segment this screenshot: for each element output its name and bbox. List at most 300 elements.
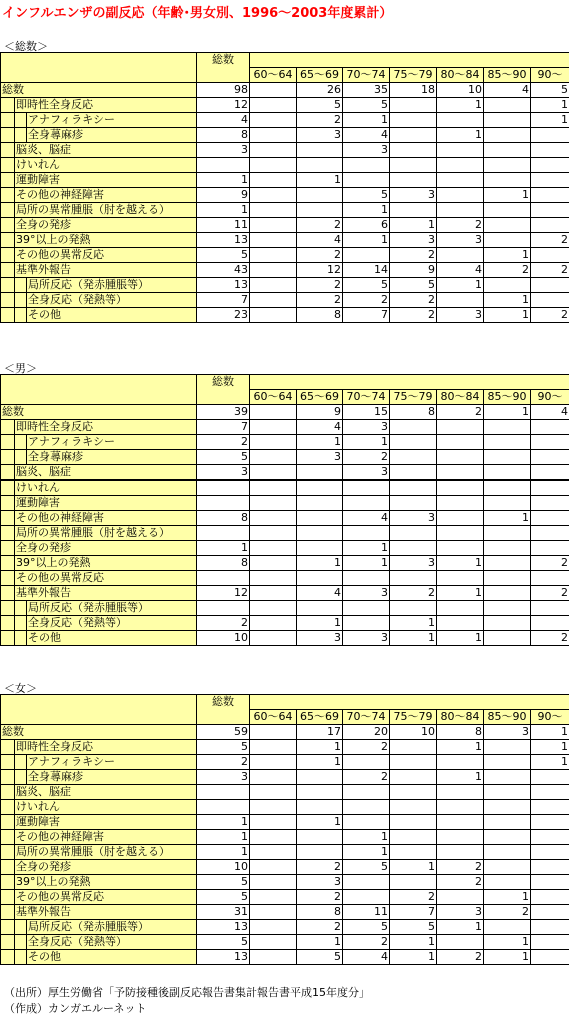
value-cell [250,616,297,631]
value-cell [484,740,531,755]
value-cell [531,158,569,173]
value-cell [390,845,437,860]
age-header-cell: 60～64 [250,710,297,725]
indent-cell [1,785,15,800]
indent-cell [1,218,15,233]
value-cell [531,950,569,965]
row-label: 39°以上の発熱 [15,233,197,248]
value-cell: 2 [343,450,390,465]
value-cell: 9 [390,263,437,278]
age-header-cell: 70～74 [343,390,390,405]
value-cell: 2 [484,905,531,920]
indent-cell [15,435,27,450]
value-cell [390,875,437,890]
value-cell [531,435,569,450]
value-cell: 1 [197,815,250,830]
value-cell [250,173,297,188]
indent-cell [1,631,15,646]
indent-cell [1,740,15,755]
value-cell [297,571,343,586]
indent-cell [15,920,27,935]
value-cell [390,740,437,755]
row-label: 全身蕁麻疹 [27,128,197,143]
header-row [1,53,569,68]
value-cell [250,465,297,481]
row-label: その他の異常反応 [15,890,197,905]
table-row [1,725,569,740]
value-cell [343,158,390,173]
value-cell [437,188,484,203]
value-cell: 1 [390,218,437,233]
value-cell [297,830,343,845]
indent-cell [1,128,15,143]
value-cell [531,815,569,830]
value-cell [437,511,484,526]
value-cell [343,173,390,188]
age-header-cell: 75～79 [390,390,437,405]
indent-cell [1,860,15,875]
value-cell [484,875,531,890]
section-label: ＜総数＞ [4,40,48,53]
indent-cell [1,203,15,218]
indent-cell [1,233,15,248]
value-cell: 1 [437,740,484,755]
value-cell [437,815,484,830]
row-label: 全身蕁麻疹 [27,770,197,785]
value-cell: 5 [197,890,250,905]
value-cell: 2 [343,770,390,785]
value-cell [390,571,437,586]
indent-cell [1,541,15,556]
value-cell: 5 [531,83,569,98]
table-row [1,830,569,845]
row-label: アナフィラキシー [27,113,197,128]
row-label: 脳炎、脳症 [15,465,197,481]
value-cell [437,601,484,616]
value-cell [390,830,437,845]
indent-cell [15,293,27,308]
value-cell: 1 [297,935,343,950]
row-label: 即時性全身反応 [15,420,197,435]
value-cell: 5 [197,450,250,465]
value-cell [484,233,531,248]
value-cell [250,631,297,646]
value-cell: 1 [297,556,343,571]
row-label: その他の神経障害 [15,511,197,526]
value-cell [484,541,531,556]
value-cell: 1 [437,770,484,785]
value-cell [250,128,297,143]
indent-cell [1,420,15,435]
value-cell: 13 [197,233,250,248]
age-header-cell: 85～90 [484,68,531,83]
row-label: 全身の発疹 [15,860,197,875]
value-cell [437,571,484,586]
value-cell: 1 [484,293,531,308]
value-cell [297,785,343,800]
value-cell: 4 [297,233,343,248]
value-cell: 2 [437,405,484,420]
value-cell [531,173,569,188]
header-blank-cell [1,695,197,725]
row-label: 基準外報告 [15,905,197,920]
table-row [1,616,569,631]
row-label: その他の異常反応 [15,571,197,586]
value-cell [390,113,437,128]
value-cell: 3 [297,450,343,465]
indent-cell [1,905,15,920]
value-cell [437,158,484,173]
value-cell [297,496,343,511]
value-cell [390,785,437,800]
value-cell [484,860,531,875]
value-cell [437,435,484,450]
age-header-cell: 65～69 [297,68,343,83]
indent-cell [1,293,15,308]
row-label: 39°以上の発熱 [15,875,197,890]
value-cell: 2 [390,586,437,601]
value-cell [197,158,250,173]
value-cell [343,815,390,830]
value-cell [484,571,531,586]
value-cell [297,465,343,481]
value-cell [390,450,437,465]
age-header-cell: 90～ [531,710,569,725]
value-cell [437,830,484,845]
row-label: 運動障害 [15,496,197,511]
value-cell: 1 [343,830,390,845]
indent-cell [1,450,15,465]
value-cell [250,158,297,173]
value-cell: 1 [390,860,437,875]
value-cell: 13 [197,278,250,293]
value-cell: 1 [343,203,390,218]
value-cell: 1 [390,950,437,965]
value-cell: 3 [390,188,437,203]
value-cell [250,218,297,233]
row-label: けいれん [15,480,197,496]
value-cell: 3 [197,143,250,158]
age-header-cell: 65～69 [297,390,343,405]
value-cell [250,450,297,465]
row-label: けいれん [15,800,197,815]
row-label: 全身の発疹 [15,218,197,233]
value-cell [531,450,569,465]
value-cell [390,755,437,770]
indent-cell [1,556,15,571]
value-cell [250,740,297,755]
value-cell: 3 [343,420,390,435]
value-cell: 2 [297,860,343,875]
value-cell [531,601,569,616]
value-cell [250,935,297,950]
value-cell: 4 [343,950,390,965]
value-cell [250,571,297,586]
value-cell: 5 [197,875,250,890]
value-cell [343,875,390,890]
value-cell [390,480,437,496]
value-cell [197,480,250,496]
indent-cell [1,950,15,965]
header-total-cell: 総数 [197,53,250,83]
indent-cell [15,950,27,965]
value-cell: 1 [484,188,531,203]
indent-cell [1,526,15,541]
age-header-cell: 60～64 [250,68,297,83]
value-cell: 2 [197,616,250,631]
value-cell: 12 [197,98,250,113]
value-cell [531,480,569,496]
value-cell [484,203,531,218]
table-row [1,800,569,815]
value-cell: 20 [343,725,390,740]
value-cell: 1 [531,755,569,770]
value-cell: 4 [437,263,484,278]
value-cell: 2 [531,308,569,323]
row-label: その他 [27,950,197,965]
value-cell [390,541,437,556]
indent-cell [1,830,15,845]
value-cell: 8 [297,905,343,920]
value-cell [484,616,531,631]
value-cell: 9 [297,405,343,420]
row-label: 局所の異常腫脹（肘を越える） [15,526,197,541]
value-cell [484,465,531,481]
value-cell [297,770,343,785]
indent-cell [1,755,15,770]
value-cell [531,511,569,526]
value-cell [484,526,531,541]
value-cell: 8 [197,556,250,571]
value-cell [484,785,531,800]
indent-cell [1,158,15,173]
value-cell: 5 [343,188,390,203]
indent-cell [1,890,15,905]
value-cell [484,480,531,496]
value-cell [484,450,531,465]
value-cell [390,526,437,541]
header-age-group-cell [250,695,569,710]
table-row [1,950,569,965]
table-row [1,465,569,481]
table-row [1,480,569,496]
value-cell [197,601,250,616]
header-age-group-cell [250,53,569,68]
value-cell: 2 [297,278,343,293]
value-cell [390,203,437,218]
value-cell: 1 [437,586,484,601]
value-cell: 8 [437,725,484,740]
table-row [1,935,569,950]
value-cell: 2 [390,308,437,323]
indent-cell [15,308,27,323]
indent-cell [15,278,27,293]
value-cell [484,631,531,646]
age-header-cell: 70～74 [343,710,390,725]
value-cell [484,556,531,571]
value-cell [250,920,297,935]
row-label: 全身反応（発熱等） [27,293,197,308]
indent-cell [15,450,27,465]
value-cell [250,586,297,601]
value-cell: 8 [390,405,437,420]
value-cell [531,203,569,218]
value-cell: 5 [197,935,250,950]
value-cell [531,905,569,920]
indent-cell [15,755,27,770]
value-cell [437,465,484,481]
data-table [0,694,569,965]
value-cell: 1 [197,830,250,845]
value-cell [531,845,569,860]
value-cell [297,480,343,496]
value-cell [250,526,297,541]
value-cell [343,571,390,586]
value-cell [297,158,343,173]
table-row [1,511,569,526]
value-cell [531,571,569,586]
age-header-cell: 75～79 [390,710,437,725]
indent-cell [1,875,15,890]
value-cell [390,496,437,511]
value-cell: 2 [297,890,343,905]
row-label: 運動障害 [15,815,197,830]
value-cell [390,420,437,435]
value-cell [390,601,437,616]
value-cell [437,143,484,158]
value-cell: 13 [197,920,250,935]
value-cell [437,480,484,496]
value-cell [390,128,437,143]
value-cell [250,830,297,845]
table-row [1,541,569,556]
indent-cell [15,113,27,128]
value-cell: 14 [343,263,390,278]
value-cell: 3 [343,143,390,158]
row-label: 基準外報告 [15,263,197,278]
value-cell [484,920,531,935]
value-cell: 2 [343,740,390,755]
value-cell [531,293,569,308]
value-cell [484,496,531,511]
table-row [1,218,569,233]
value-cell [250,800,297,815]
value-cell [250,83,297,98]
header-row [1,695,569,710]
value-cell [297,845,343,860]
table-row [1,740,569,755]
value-cell [437,173,484,188]
value-cell [484,158,531,173]
value-cell: 3 [343,631,390,646]
value-cell [437,293,484,308]
value-cell: 59 [197,725,250,740]
indent-cell [15,128,27,143]
value-cell [297,143,343,158]
value-cell: 1 [437,556,484,571]
value-cell [250,435,297,450]
value-cell: 1 [484,950,531,965]
value-cell: 10 [197,631,250,646]
indent-cell [15,616,27,631]
value-cell: 2 [531,233,569,248]
value-cell [437,450,484,465]
header-total-cell: 総数 [197,695,250,725]
table-row [1,113,569,128]
value-cell: 2 [531,263,569,278]
value-cell: 4 [297,420,343,435]
value-cell [297,601,343,616]
value-cell [531,218,569,233]
value-cell: 1 [437,278,484,293]
value-cell [343,480,390,496]
data-table [0,374,569,646]
age-header-cell: 90～ [531,390,569,405]
value-cell [250,860,297,875]
value-cell: 13 [197,950,250,965]
value-cell: 8 [197,511,250,526]
table-row [1,173,569,188]
indent-cell [15,601,27,616]
value-cell [437,935,484,950]
value-cell [197,785,250,800]
value-cell [437,526,484,541]
value-cell [250,98,297,113]
value-cell: 1 [531,740,569,755]
table-row [1,890,569,905]
value-cell [250,308,297,323]
age-header-cell: 80～84 [437,68,484,83]
value-cell [297,511,343,526]
value-cell: 35 [343,83,390,98]
table-row [1,755,569,770]
value-cell: 1 [484,248,531,263]
value-cell: 5 [343,860,390,875]
value-cell: 2 [343,935,390,950]
indent-cell [1,263,15,278]
value-cell: 7 [197,420,250,435]
indent-cell [1,248,15,263]
indent-cell [1,815,15,830]
value-cell [250,556,297,571]
table-row [1,905,569,920]
indent-cell [15,935,27,950]
row-label: 運動障害 [15,173,197,188]
value-cell [531,920,569,935]
value-cell [437,203,484,218]
value-cell: 1 [484,308,531,323]
value-cell: 5 [343,98,390,113]
age-header-cell: 90～ [531,68,569,83]
table-row [1,263,569,278]
value-cell: 2 [437,875,484,890]
indent-cell [15,631,27,646]
value-cell: 11 [197,218,250,233]
value-cell [250,293,297,308]
value-cell [390,143,437,158]
value-cell: 39 [197,405,250,420]
data-table [0,52,569,323]
value-cell [250,480,297,496]
age-header-cell: 85～90 [484,390,531,405]
row-label: その他の神経障害 [15,188,197,203]
value-cell [484,601,531,616]
value-cell [531,248,569,263]
value-cell: 1 [531,725,569,740]
value-cell [390,800,437,815]
value-cell [437,248,484,263]
value-cell [484,435,531,450]
